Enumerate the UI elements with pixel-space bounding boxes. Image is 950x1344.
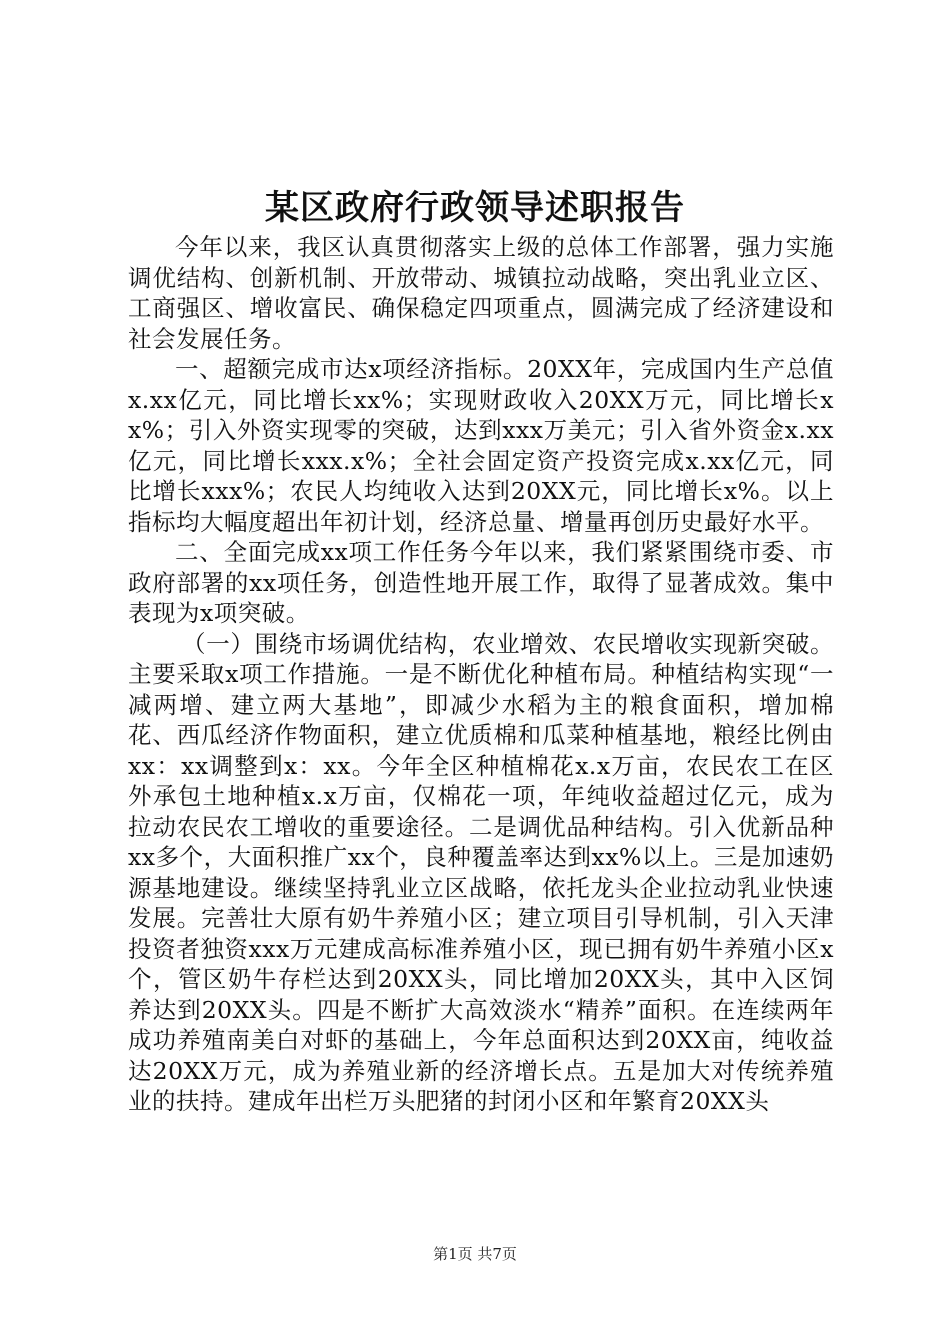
section-two-paragraph: 二、全面完成xx项工作任务今年以来，我们紧紧围绕市委、市政府部署的xx项任务，创造性地开展工作，取得了显著成效。集中表现为x项突破。 (128, 538, 834, 627)
document-body (128, 232, 834, 1117)
section-one-paragraph: 一、超额完成市达x项经济指标。20XX年，完成国内生产总值x.xx亿元，同比增长xx%；实现财政收入20XX万元，同比增长xx%；引入外资实现零的突破，达到xxx万美元；引入省外资金x.xx亿元，同比增长xxx.x%；全社会固定资产投资完成x.xx亿元，同比增长xxx%；农民人均纯收入达到20XX元，同比增长x%。以上指标均大幅度超出年初计划，经济总量、增量再创历史最好水平。 (128, 355, 834, 536)
intro-paragraph: 今年以来，我区认真贯彻落实上级的总体工作部署，强力实施调优结构、创新机制、开放带动、城镇拉动战略，突出乳业立区、工商强区、增收富民、确保稳定四项重点，圆满完成了经济建设和社会发展任务。 (128, 233, 834, 353)
page-number-footer: 第1页 共7页 (433, 1245, 517, 1263)
document-title: 某区政府行政领导述职报告 (265, 188, 685, 228)
subsection-one-paragraph: （一）围绕市场调优结构，农业增效、农民增收实现新突破。主要采取x项工作措施。一是不断优化种植布局。种植结构实现“一减两增、建立两大基地”，即减少水稻为主的粮食面积，增加棉花、西瓜经济作物面积，建立优质棉和瓜菜种植基地，粮经比例由xx：xx调整到x：xx。今年全区种植棉花x.x万亩，农民农工在区外承包土地种植x.x万亩，仅棉花一项，年纯收益超过亿元，成为拉动农民农工增收的重要途径。二是调优品种结构。引入优新品种xx多个，大面积推广xx个，良种覆盖率达到xx%以上。三是加速奶源基地建设。继续坚持乳业立区战略，依托龙头企业拉动乳业快速发展。完善壮大原有奶牛养殖小区；建立项目引导机制，引入天津投资者独资xxx万元建成高标准养殖小区，现已拥有奶牛养殖小区x个，管区奶牛存栏达到20XX头，同比增加20XX头，其中入区饲养达到20XX头。四是不断扩大高效淡水“精养”面积。在连续两年成功养殖南美白对虾的基础上，今年总面积达到20XX亩，纯收益达20XX万元，成为养殖业新的经济增长点。五是加大对传统养殖业的扶持。建成年出栏万头肥猪的封闭小区和年繁育20XX头 (128, 629, 834, 1115)
